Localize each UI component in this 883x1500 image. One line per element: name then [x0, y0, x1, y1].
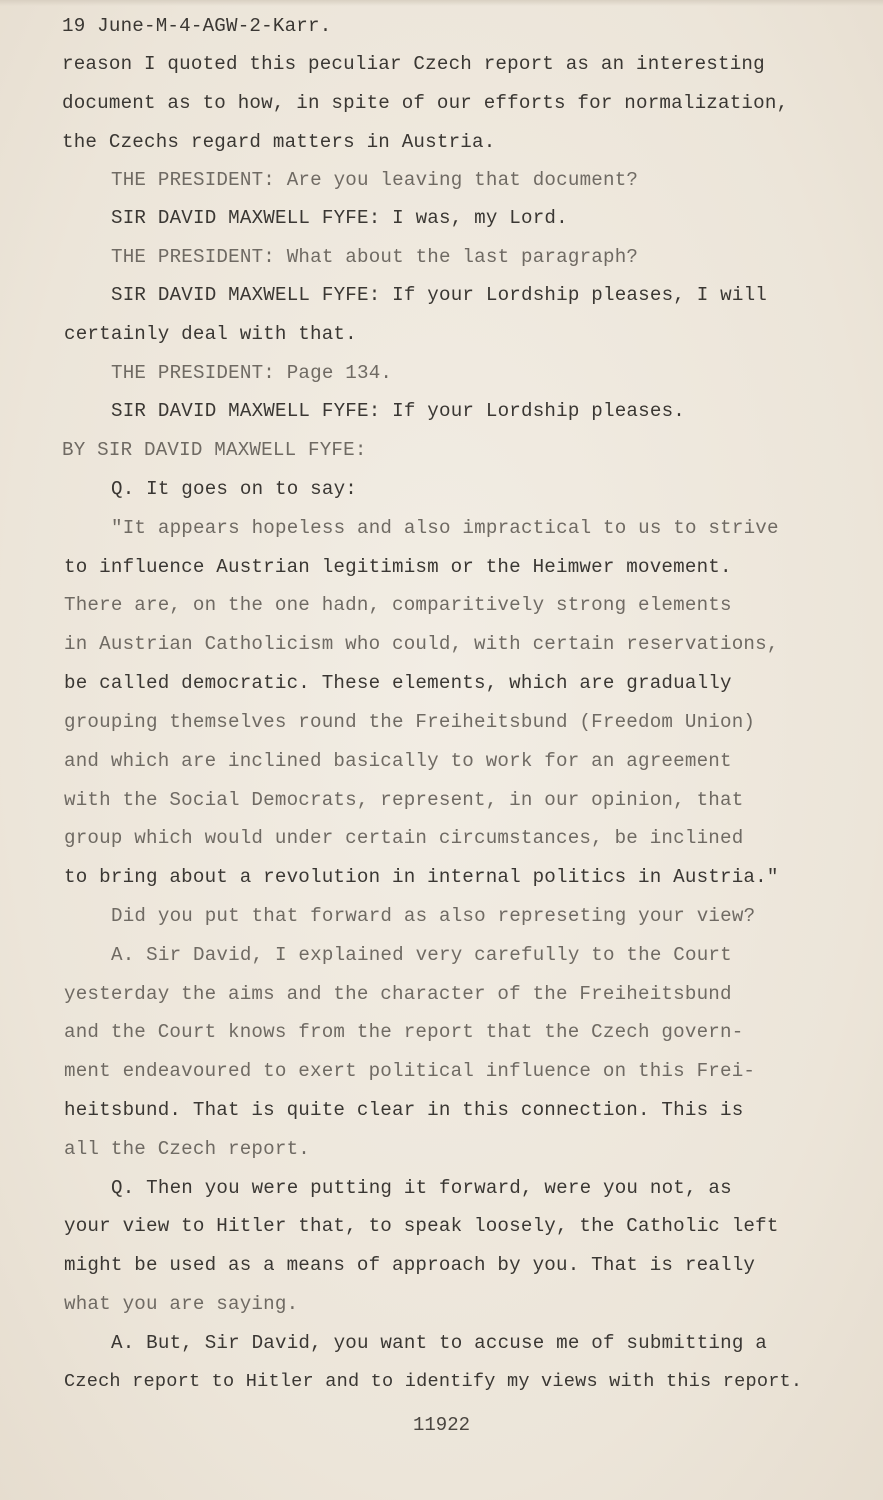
page-header: 19 June-M-4-AGW-2-Karr.	[62, 15, 332, 37]
text-line: might be used as a means of approach by you. That is really	[64, 1254, 756, 1276]
text-line: ment endeavoured to exert political influence on this Frei-	[64, 1060, 756, 1082]
text-line: your view to Hitler that, to speak loosely, the Catholic left	[64, 1215, 779, 1237]
text-line: all the Czech report.	[64, 1138, 311, 1160]
text-line: in Austrian Catholicism who could, with certain reservations,	[64, 633, 779, 655]
text-line: THE PRESIDENT: Page 134.	[111, 362, 393, 384]
page-top-edge	[0, 0, 883, 6]
page-number: 11922	[412, 1414, 470, 1436]
text-line: There are, on the one hadn, comparitively strong elements	[64, 594, 732, 616]
text-line: A. Sir David, I explained very carefully to the Court	[111, 944, 732, 966]
text-line: to bring about a revolution in internal politics in Austria."	[64, 866, 779, 888]
text-line: certainly deal with that.	[64, 323, 357, 345]
text-line: THE PRESIDENT: Are you leaving that document?	[111, 169, 639, 191]
text-line: SIR DAVID MAXWELL FYFE: If your Lordship pleases, I will	[111, 284, 768, 306]
text-line: THE PRESIDENT: What about the last paragraph?	[111, 246, 639, 268]
text-line: yesterday the aims and the character of the Freiheitsbund	[64, 983, 732, 1005]
text-line: BY SIR DAVID MAXWELL FYFE:	[62, 439, 367, 461]
text-line: grouping themselves round the Freiheitsbund (Freedom Union)	[64, 711, 756, 733]
text-line: Did you put that forward as also represeting your view?	[111, 905, 756, 927]
text-line: document as to how, in spite of our efforts for normalization,	[62, 92, 789, 114]
text-line: Czech report to Hitler and to identify my views with this report.	[64, 1371, 803, 1392]
text-line: SIR DAVID MAXWELL FYFE: If your Lordship pleases.	[111, 400, 686, 422]
text-line: Q. It goes on to say:	[111, 478, 358, 500]
text-line: the Czechs regard matters in Austria.	[62, 131, 496, 153]
text-line: reason I quoted this peculiar Czech report as an interesting	[62, 53, 765, 75]
text-line: with the Social Democrats, represent, in our opinion, that	[64, 789, 744, 811]
text-line: A. But, Sir David, you want to accuse me of submitting a	[111, 1332, 768, 1354]
text-line: and which are inclined basically to work for an agreement	[64, 750, 732, 772]
text-line: Q. Then you were putting it forward, were you not, as	[111, 1177, 732, 1199]
text-line: and the Court knows from the report that the Czech govern-	[64, 1021, 744, 1043]
text-line: be called democratic. These elements, which are gradually	[64, 672, 732, 694]
text-line: SIR DAVID MAXWELL FYFE: I was, my Lord.	[111, 207, 568, 229]
text-line: what you are saying.	[64, 1293, 299, 1315]
text-line: group which would under certain circumstances, be inclined	[64, 827, 744, 849]
text-line: heitsbund. That is quite clear in this connection. This is	[64, 1099, 744, 1121]
text-line: to influence Austrian legitimism or the Heimwer movement.	[64, 556, 732, 578]
text-line: "It appears hopeless and also impractical to us to strive	[111, 517, 779, 539]
